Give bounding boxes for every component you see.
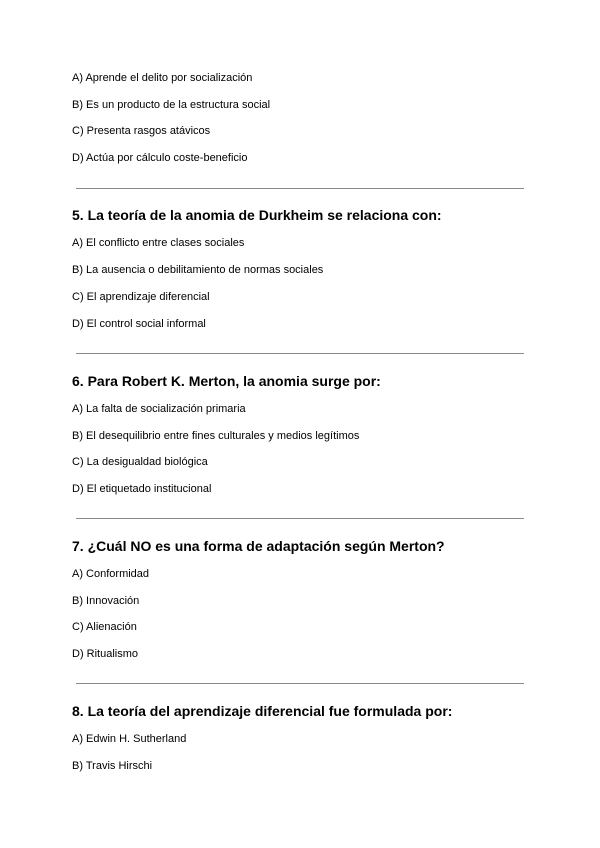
divider — [76, 188, 524, 189]
q6-option-b: B) El desequilibrio entre fines culturales y medios legítimos — [72, 430, 360, 442]
q4-option-c: C) Presenta rasgos atávicos — [72, 125, 211, 137]
question-5-title: 5. La teoría de la anomia de Durkheim se relaciona con: — [72, 207, 442, 223]
q7-option-d: D) Ritualismo — [72, 648, 139, 660]
question-8-title: 8. La teoría del aprendizaje diferencial fue formulada por: — [72, 703, 453, 719]
q5-option-c: C) El aprendizaje diferencial — [72, 291, 210, 303]
q4-option-a: A) Aprende el delito por socialización — [72, 72, 253, 84]
q6-option-a: A) La falta de socialización primaria — [72, 403, 246, 415]
q7-option-b: B) Innovación — [72, 595, 140, 607]
question-6-title: 6. Para Robert K. Merton, la anomia surge por: — [72, 373, 381, 389]
q5-option-a: A) El conflicto entre clases sociales — [72, 237, 245, 249]
q4-option-d: D) Actúa por cálculo coste-beneficio — [72, 152, 248, 164]
q6-option-c: C) La desigualdad biológica — [72, 456, 208, 468]
divider — [76, 353, 524, 354]
divider — [76, 518, 524, 519]
q5-option-d: D) El control social informal — [72, 318, 206, 330]
q4-option-b: B) Es un producto de la estructura social — [72, 99, 271, 111]
q8-option-a: A) Edwin H. Sutherland — [72, 733, 187, 745]
q7-option-c: C) Alienación — [72, 621, 137, 633]
question-7-title: 7. ¿Cuál NO es una forma de adaptación según Merton? — [72, 538, 445, 554]
q7-option-a: A) Conformidad — [72, 568, 150, 580]
q5-option-b: B) La ausencia o debilitamiento de normas sociales — [72, 264, 324, 276]
divider — [76, 683, 524, 684]
q8-option-b: B) Travis Hirschi — [72, 760, 153, 772]
q6-option-d: D) El etiquetado institucional — [72, 483, 212, 495]
